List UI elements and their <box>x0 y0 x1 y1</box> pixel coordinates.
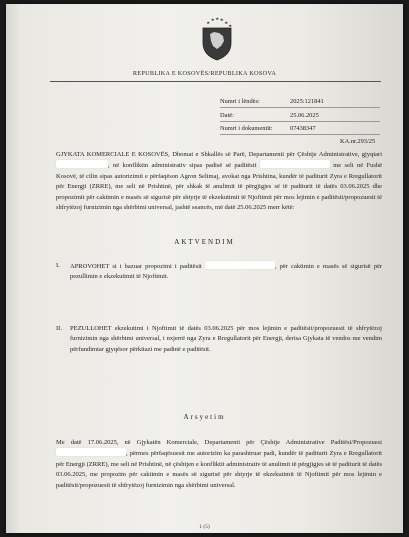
ruling-item-body: PEZULLOHET ekzekutimi i Njoftimit të datës 03.06.2025 për mos lejimin e paditësit/propozuesit të shfrytëzoj furnizimin nga shërbimi universal, i nxjerrë nga Zyra e Rregullatorit për Energji, derisa Gjykata të vendos me vendim përfundimtar gjyqësor përkitazi me padinë e paditësit. <box>70 325 382 353</box>
reasoning-paragraph <box>56 438 382 491</box>
redaction-box <box>205 261 275 269</box>
meta-value: 2025:121841 <box>290 98 324 105</box>
intro-paragraph <box>56 150 382 213</box>
intro-text-part3: me seli në Fushë Kosovë, të cilin sipas autorizimit e përfaqëson Agron Selimaj, avokat nga Prishtina, kundër të paditurit Zyra e Rregullatorit për Energji (ZRRE), me seli në Prishtinë, për shkak të anulimit të përgjigjes së të paditurit të datës 03.06.2025 dhe propozimit për caktimin e masës së sigurisë për shtyrje të ekzekutimit të Njoftimit për mos lejimin e paditësit/propozuesit të shfrytëzoj furnizimin nga shërbimi universal, jashtë seancës, më datë 25.06.2025 merr këtë: <box>56 162 383 212</box>
case-reference: KA.nr.293/25 <box>340 138 376 145</box>
header-divider <box>50 81 381 82</box>
meta-underline <box>220 121 380 122</box>
document-page <box>6 4 403 533</box>
meta-value: 25.06.2025 <box>290 111 319 119</box>
intro-text-part2: , në konfliktin administrativ sipas padisë së paditësit <box>108 162 257 170</box>
reasoning-heading: Arsyetim <box>183 413 226 421</box>
reason-text-part1: Me datë 17.06.2025, në Gjykatën Komerciale, Departamenti për Çështje Administrative Paditësi/Propozuesi <box>56 439 382 446</box>
case-metadata <box>220 98 380 139</box>
meta-label: Numri i lëndës: <box>220 98 260 105</box>
page-fold-shadow <box>6 4 20 533</box>
coat-of-arms-icon <box>199 17 235 61</box>
ruling-item-number: II. <box>56 325 62 332</box>
ruling-item-rest: , për caktimin e masës së sigurisë për pezullimin e ekzekutimit të Njoftimit. <box>70 263 383 281</box>
ruling-heading: AKTVENDIM <box>174 238 235 246</box>
redaction-box <box>260 160 330 168</box>
reason-text-part2: , përmes përfaqësuesit me autorizim ka parashtruar padi, kundër të paditurit Zyra e Rregullatorit për Energji (ZRRE), me seli në Prishtinë, në çështjen e konfliktit administrativ të anulimit të përgjigjes së të paditurit të datës 03.06.2025, me propozim për caktimin e masës së sigurisë për shtyrje të ekzekutimit të Njoftimit për mos lejimin e paditësit/propozuesit të shfrytëzoj furnizimin nga shërbimi universal. <box>56 450 382 489</box>
meta-underline <box>220 134 380 135</box>
meta-label: Datë: <box>220 111 234 119</box>
redaction-box <box>56 160 108 168</box>
meta-row-date <box>220 112 380 126</box>
page-number: 1 (5) <box>199 524 210 530</box>
meta-value: 07438347 <box>290 125 316 132</box>
ruling-item-lead: APROVOHET si i bazuar propozimi i paditësit <box>70 263 202 270</box>
meta-label: Numri i dokumentit: <box>220 125 273 132</box>
intro-text-part1: GJYKATA KOMERCIALE E KOSOVËS, Dhomat e Shkallës së Parë, Departamenti për Çështje Administrative, gjyqtari <box>56 151 382 158</box>
ruling-item-number: I. <box>56 262 60 269</box>
meta-row-case-number <box>220 98 380 112</box>
ruling-item-body <box>70 261 382 283</box>
meta-underline <box>220 107 380 108</box>
meta-row-document-number <box>220 125 380 139</box>
republic-title: REPUBLIKA E KOSOVËS/REPUBLIKA KOSOVA <box>132 70 277 77</box>
redaction-box <box>56 448 126 456</box>
